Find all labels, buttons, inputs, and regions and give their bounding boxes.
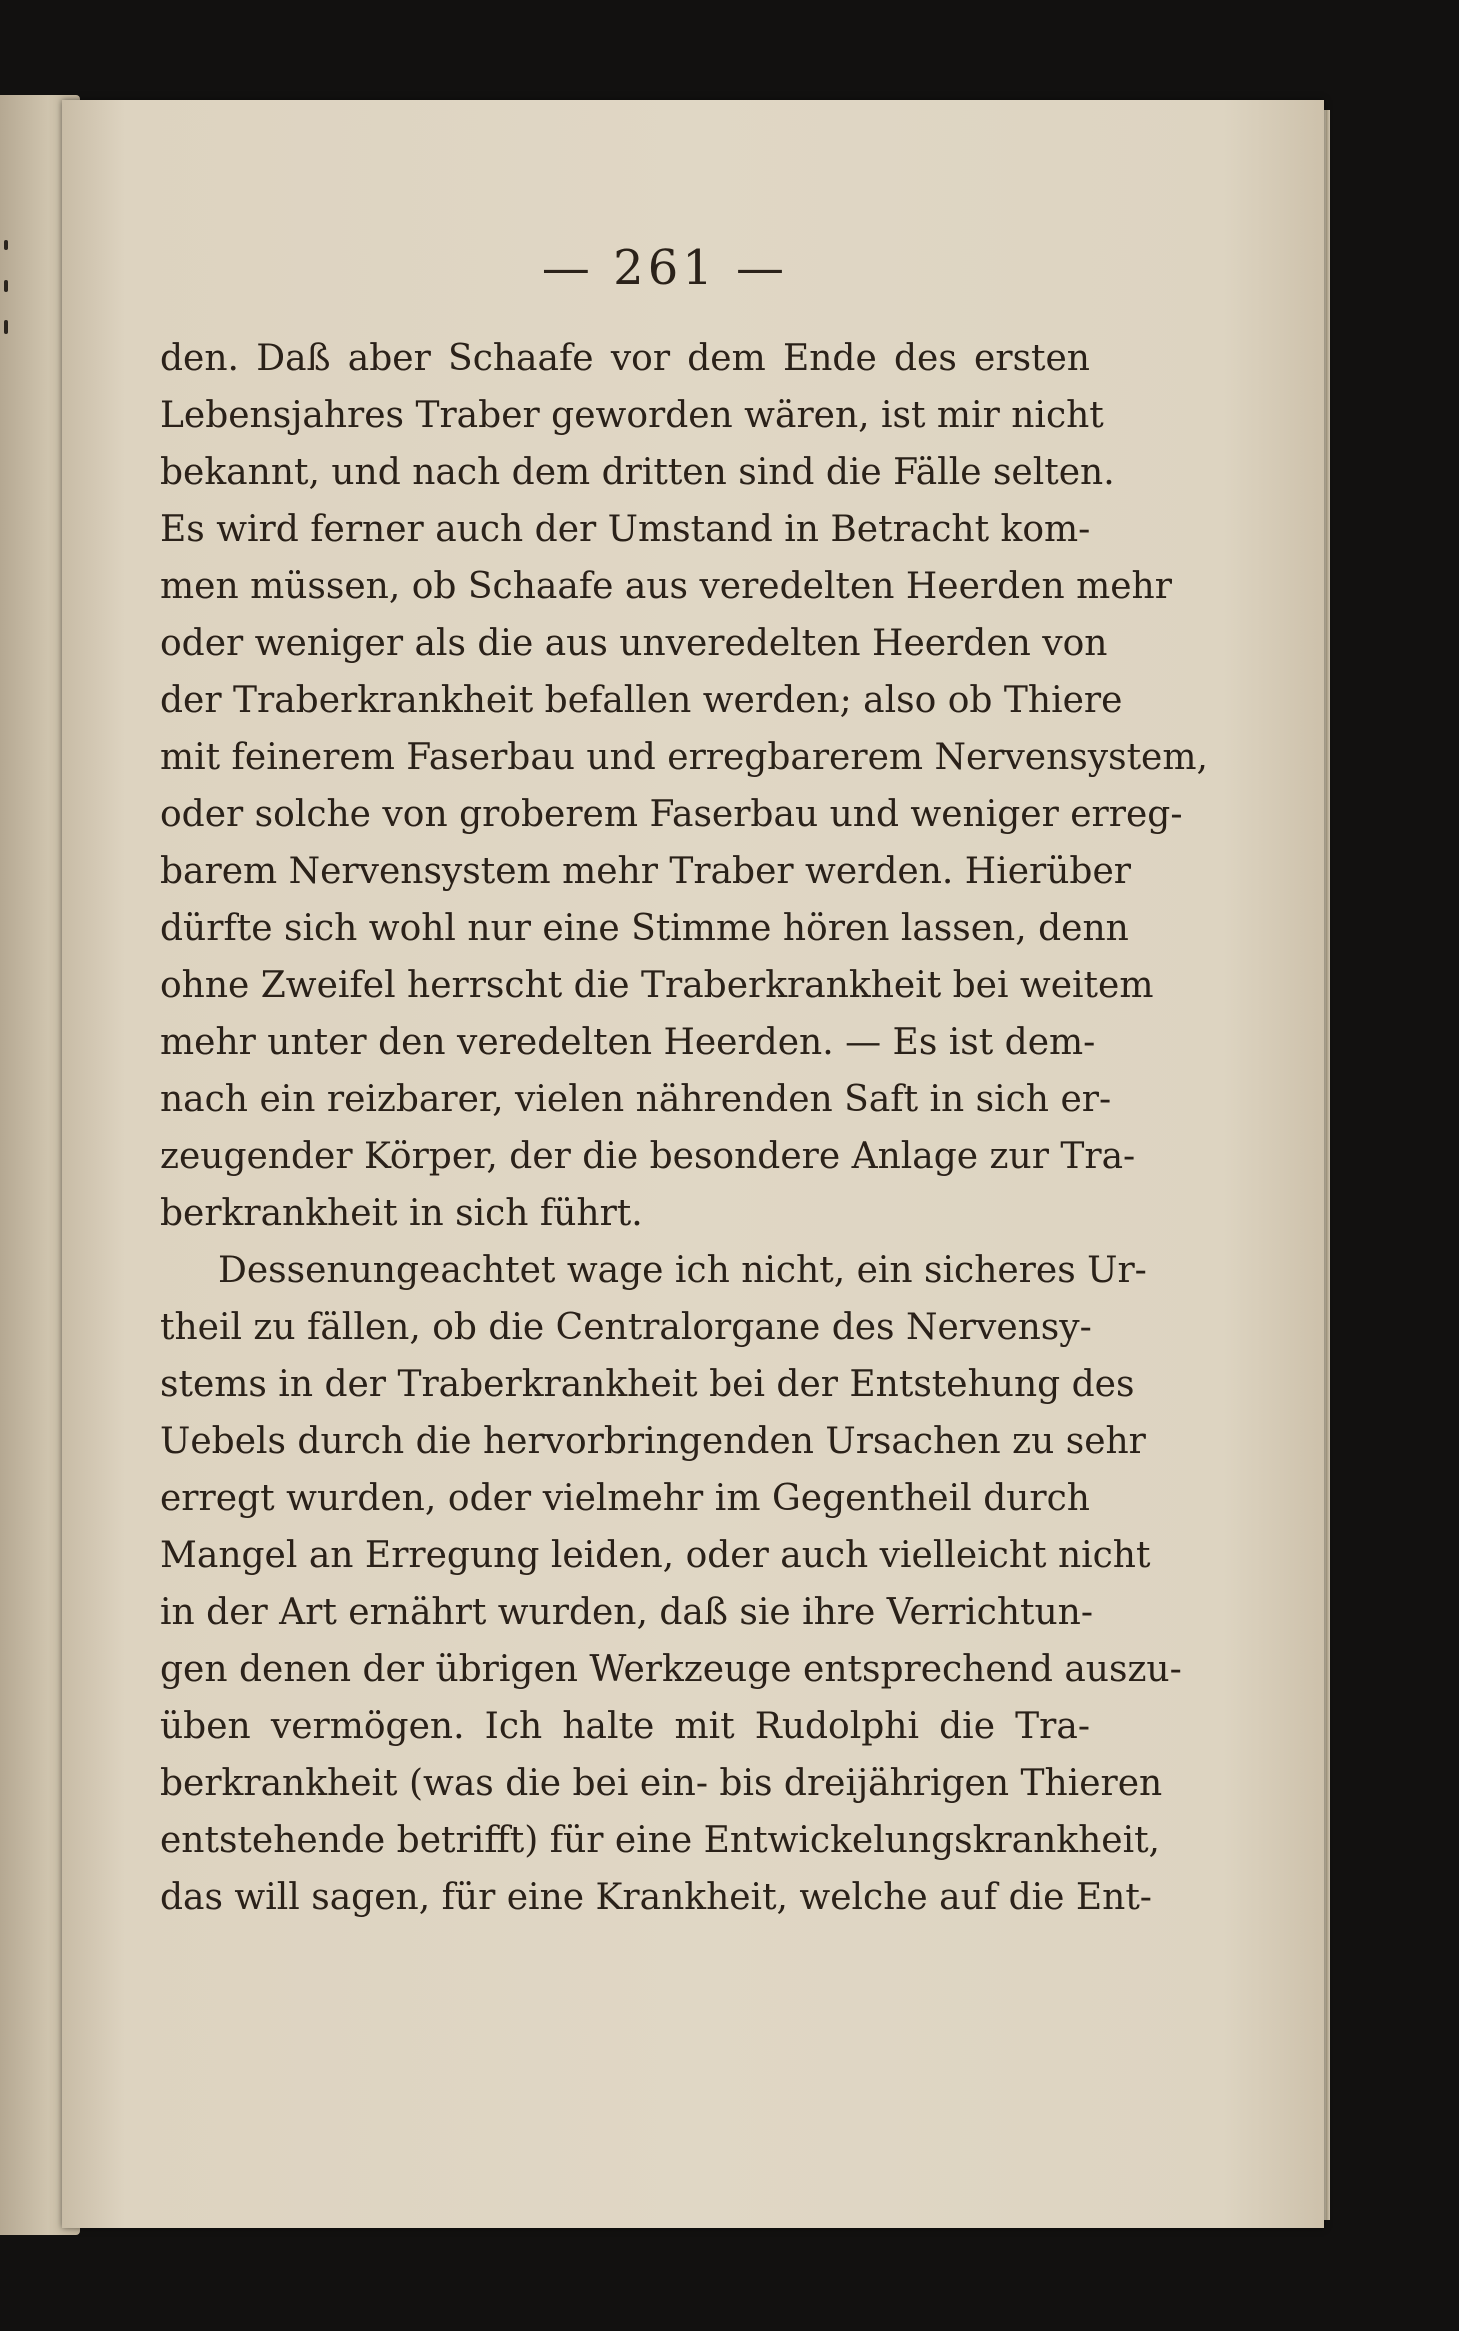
text-line: in der Art ernährt wurden, daß sie ihre Verrichtun-	[160, 1592, 1094, 1633]
text-line: mehr unter den veredelten Heerden. — Es ist dem-	[160, 1022, 1096, 1063]
text-line: üben vermögen. Ich halte mit Rudolphi die Tra-	[160, 1706, 1090, 1747]
facing-page-mark	[4, 280, 8, 292]
text-line: Es wird ferner auch der Umstand in Betracht kom-	[160, 509, 1091, 550]
text-line: oder solche von groberem Faserbau und weniger erreg-	[160, 794, 1183, 835]
text-line: berkrankheit (was die bei ein- bis dreijährigen Thieren	[160, 1763, 1163, 1804]
text-line: bekannt, und nach dem dritten sind die Fälle selten.	[160, 452, 1115, 493]
text-line: men müssen, ob Schaafe aus veredelten Heerden mehr	[160, 566, 1172, 607]
facing-page-mark	[4, 320, 8, 334]
text-line: ohne Zweifel herrscht die Traberkrankheit bei weitem	[160, 965, 1154, 1006]
text-line: das will sagen, für eine Krankheit, welche auf die Ent-	[160, 1877, 1152, 1918]
text-line: erregt wurden, oder vielmehr im Gegentheil durch	[160, 1478, 1090, 1519]
paragraph-1	[160, 330, 1208, 1242]
text-line: stems in der Traberkrankheit bei der Entstehung des	[160, 1364, 1135, 1405]
text-line: Mangel an Erregung leiden, oder auch vielleicht nicht	[160, 1535, 1151, 1576]
text-line: der Traberkrankheit befallen werden; also ob Thiere	[160, 680, 1123, 721]
text-line: theil zu fällen, ob die Centralorgane des Nervensy-	[160, 1307, 1092, 1348]
text-line: Uebels durch die hervorbringenden Ursachen zu sehr	[160, 1421, 1146, 1462]
body-text	[160, 330, 1208, 1926]
text-line: berkrankheit in sich führt.	[160, 1193, 643, 1234]
text-line: Dessenungeachtet wage ich nicht, ein sicheres Ur-	[218, 1250, 1147, 1291]
paragraph-2	[160, 1242, 1182, 1926]
page-number: — 261 —	[541, 240, 789, 296]
text-line: mit feinerem Faserbau und erregbarerem Nervensystem,	[160, 737, 1208, 778]
text-line: oder weniger als die aus unveredelten Heerden von	[160, 623, 1108, 664]
text-line: Lebensjahres Traber geworden wären, ist mir nicht	[160, 395, 1104, 436]
text-line: den. Daß aber Schaafe vor dem Ende des ersten	[160, 338, 1090, 379]
text-line: gen denen der übrigen Werkzeuge entsprechend auszu-	[160, 1649, 1182, 1690]
text-line: entstehende betrifft) für eine Entwickelungskrankheit,	[160, 1820, 1161, 1861]
text-line: dürfte sich wohl nur eine Stimme hören lassen, denn	[160, 908, 1129, 949]
text-line: zeugender Körper, der die besondere Anlage zur Tra-	[160, 1136, 1136, 1177]
text-line: nach ein reizbarer, vielen nährenden Saft in sich er-	[160, 1079, 1112, 1120]
text-line: barem Nervensystem mehr Traber werden. Hierüber	[160, 851, 1131, 892]
facing-page-mark	[4, 240, 8, 250]
